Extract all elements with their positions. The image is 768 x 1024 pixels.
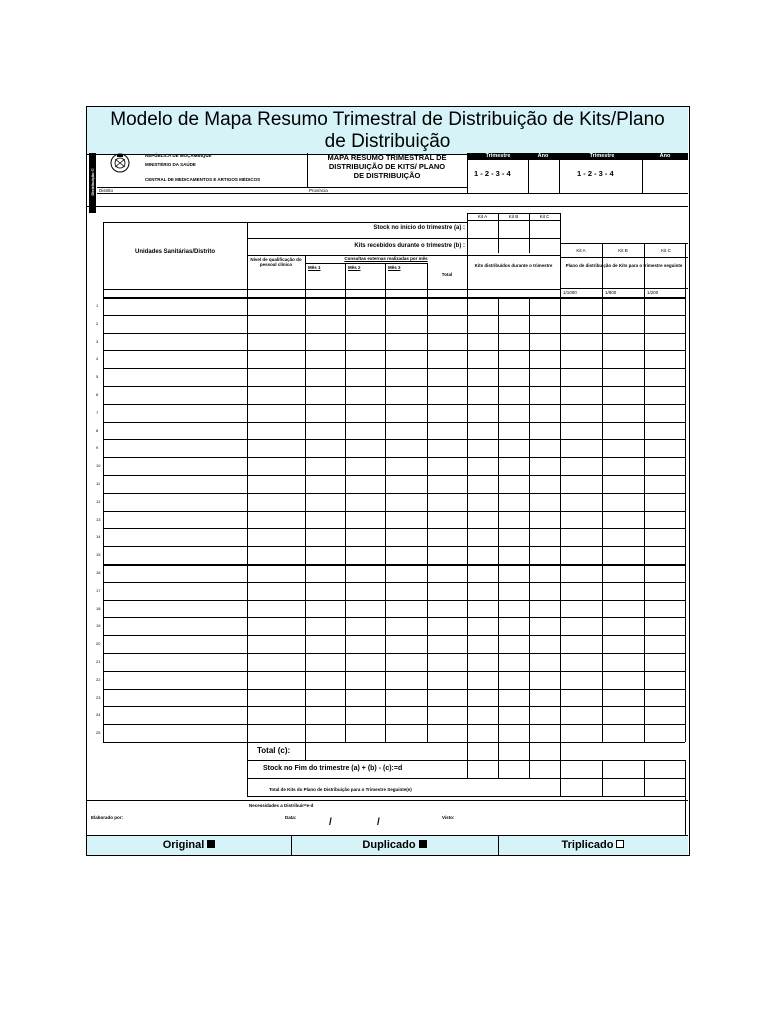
duplicado-label: Duplicado bbox=[362, 839, 416, 851]
grid-line bbox=[498, 760, 499, 778]
mes-1: Mês 1 bbox=[308, 265, 321, 270]
grid-line bbox=[685, 243, 686, 297]
table-row-line bbox=[103, 582, 685, 583]
grid-line bbox=[467, 760, 468, 778]
kit-right-b: Kit B bbox=[618, 248, 628, 253]
table-row-line bbox=[103, 724, 685, 725]
distrito-label: Distrito bbox=[99, 188, 114, 193]
table-row-line bbox=[103, 368, 685, 369]
row-number: 22 bbox=[96, 676, 101, 682]
grid-line bbox=[305, 742, 306, 760]
table-row-line bbox=[103, 475, 685, 476]
table-row-line bbox=[103, 653, 685, 654]
grid-line bbox=[247, 760, 685, 761]
row-number: 16 bbox=[96, 570, 101, 575]
table-col-line bbox=[427, 297, 428, 742]
grid-line bbox=[529, 742, 530, 760]
grid-line bbox=[529, 760, 530, 778]
plano-distribuicao-header: Plano de distribuição de Kits para o trimestre seguinte bbox=[565, 263, 683, 268]
table-col-line bbox=[685, 297, 686, 742]
emblem-icon bbox=[109, 151, 131, 175]
grid-line bbox=[602, 243, 603, 297]
table-col-line bbox=[467, 297, 468, 742]
row-number: 18 bbox=[96, 605, 101, 611]
org-line3: CENTRAL DE MEDICAMENTOS E ARTIGOS MÉDICOS bbox=[145, 177, 261, 182]
date-slash-2: / bbox=[377, 817, 380, 828]
table-col-line bbox=[529, 297, 530, 742]
table-row-line bbox=[103, 350, 685, 351]
row-number: 9 bbox=[96, 445, 99, 451]
per-1: 1/1000 bbox=[563, 290, 577, 295]
table-col-line bbox=[103, 297, 104, 742]
date-slash-1: / bbox=[329, 817, 332, 828]
row-number: 23 bbox=[96, 694, 101, 700]
grid-line bbox=[644, 760, 645, 796]
table-row-line bbox=[103, 511, 685, 512]
org-line2: MINISTÉRIO DA SAÚDE bbox=[145, 162, 196, 167]
table-col-line bbox=[305, 297, 306, 742]
table-row-line bbox=[103, 315, 685, 316]
row-number: 1 bbox=[96, 303, 99, 308]
visto-label: Visto: bbox=[442, 815, 455, 820]
table-col-line bbox=[345, 297, 346, 742]
table-row-line bbox=[103, 706, 685, 707]
original-cell[interactable] bbox=[87, 836, 292, 855]
table-col-line bbox=[560, 297, 561, 742]
map-title: MAPA RESUMO TRIMESTRAL DE DISTRIBUIÇÃO DE KITS/ PLANO DE DISTRIBUIÇÃO bbox=[327, 153, 447, 180]
table-row-line bbox=[103, 493, 685, 494]
org-line1: REPÚBLICA DE MOÇAMBIQUE bbox=[145, 153, 212, 158]
table-row-line bbox=[103, 671, 685, 672]
table-row-line bbox=[103, 689, 685, 690]
grid-line bbox=[305, 255, 306, 297]
table-row-line bbox=[103, 297, 685, 299]
elaborado-label: Elaborado por: bbox=[91, 815, 124, 820]
original-label: Original bbox=[162, 839, 205, 851]
table-col-line bbox=[602, 297, 603, 742]
total-col-header: Total bbox=[441, 272, 453, 277]
provincia-label: Província bbox=[309, 188, 328, 193]
kit-right-a: Kit A bbox=[576, 248, 586, 253]
mes-2: Mês 2 bbox=[348, 265, 361, 270]
kit-top-a: Kit A bbox=[477, 214, 488, 219]
grid-line bbox=[498, 213, 499, 253]
table-row-line bbox=[103, 546, 685, 547]
grid-line bbox=[498, 742, 499, 760]
form-title bbox=[87, 107, 688, 155]
row-number: 12 bbox=[96, 498, 101, 504]
grid-line bbox=[103, 289, 560, 290]
duplicado-cell[interactable] bbox=[291, 836, 499, 855]
grid-line bbox=[644, 243, 645, 297]
grid-line bbox=[467, 742, 468, 760]
table-row-line bbox=[103, 422, 685, 423]
data-label: Data: bbox=[285, 815, 297, 820]
triplicado-label: Triplicado bbox=[561, 839, 614, 851]
grid-line bbox=[87, 800, 688, 801]
grid-line bbox=[247, 778, 685, 779]
table-row-line bbox=[103, 333, 685, 334]
table-row-line bbox=[103, 600, 685, 601]
kits-recebidos-label: Kits recebidos durante o trimestre (b) : bbox=[354, 243, 465, 249]
trimestre-options-1[interactable]: 1 - 2 - 3 - 4 bbox=[474, 169, 511, 178]
grid-line bbox=[345, 263, 346, 297]
grid-line bbox=[247, 222, 248, 297]
original-checkbox[interactable] bbox=[207, 840, 215, 848]
table-col-line bbox=[247, 297, 248, 742]
row-number: 25 bbox=[96, 730, 101, 736]
grid-line bbox=[427, 263, 428, 297]
row-number: 4 bbox=[96, 356, 99, 362]
grid-line bbox=[560, 213, 561, 297]
nivel-qualificacao: Nível de qualificação do pessoal clínico bbox=[250, 257, 302, 267]
duplicado-checkbox[interactable] bbox=[419, 840, 427, 848]
table-row-line bbox=[103, 457, 685, 458]
grid-line bbox=[103, 222, 104, 297]
table-col-line bbox=[385, 297, 386, 742]
table-row-line bbox=[103, 564, 685, 566]
row-number: 21 bbox=[96, 659, 101, 664]
triplicado-checkbox[interactable] bbox=[616, 840, 624, 848]
row-number: 24 bbox=[96, 712, 101, 718]
grid-line bbox=[560, 760, 561, 796]
kits-distribuidos-header: Kits distribuídos durante o trimestre bbox=[474, 263, 553, 268]
row-number: 17 bbox=[96, 587, 101, 593]
stock-fim-label: Stock no Fim do trimestre (a) + (b) - (c):=d bbox=[263, 765, 403, 772]
table-row-line bbox=[103, 635, 685, 636]
row-number: 3 bbox=[96, 338, 99, 344]
grid-line bbox=[247, 796, 685, 797]
row-number: 5 bbox=[96, 374, 99, 380]
side-label: Distribuição © bbox=[89, 153, 96, 213]
per-2: 1/800 bbox=[605, 290, 617, 295]
row-number: 20 bbox=[96, 641, 101, 647]
table-row-line bbox=[103, 617, 685, 618]
row-number: 11 bbox=[96, 481, 101, 486]
grid-line bbox=[305, 263, 427, 264]
consultas-header: Consultas externas realizadas por mês bbox=[344, 256, 428, 261]
trimestre-label-1: Trimestre bbox=[485, 153, 511, 159]
grid-line bbox=[467, 213, 468, 297]
table-col-line bbox=[644, 297, 645, 742]
grid-line bbox=[685, 760, 686, 835]
row-number: 19 bbox=[96, 623, 101, 629]
row-number: 2 bbox=[96, 320, 99, 326]
grid-line bbox=[247, 742, 248, 796]
grid-line bbox=[385, 263, 386, 297]
row-number: 6 bbox=[96, 392, 99, 397]
total-kits-plano-label: Total de Kits do Plano de Distribuição para o Trimestre Seguinte(e) bbox=[269, 787, 412, 792]
necessidades-label: Necessidades a Distribuir=e-d bbox=[249, 803, 314, 808]
stock-inicio-label: Stock no início do trimestre (a) : bbox=[373, 225, 465, 231]
table-col-line bbox=[498, 297, 499, 742]
mes-3: Mês 3 bbox=[388, 265, 401, 270]
kit-right-c: Kit C bbox=[661, 248, 671, 253]
table-row-line bbox=[103, 386, 685, 387]
row-number: 7 bbox=[96, 409, 99, 415]
form-title-line1: Modelo de Mapa Resumo Trimestral de Distribuição de Kits/Plano bbox=[110, 109, 665, 130]
kit-top-c: Kit C bbox=[539, 214, 550, 219]
ano-label-1: Ano bbox=[537, 153, 549, 159]
trimestre-options-2[interactable]: 1 - 2 - 3 - 4 bbox=[577, 169, 614, 178]
trimestre-label-2: Trimestre bbox=[589, 153, 615, 159]
row-number: 13 bbox=[96, 516, 101, 522]
per-3: 1/200 bbox=[647, 290, 659, 295]
unidades-header: Unidades Sanitárias/Distrito bbox=[134, 249, 216, 255]
ano-label-2: Ano bbox=[659, 153, 671, 159]
triplicado-cell[interactable] bbox=[498, 836, 688, 855]
row-number: 14 bbox=[96, 534, 101, 540]
kit-top-b: Kit B bbox=[508, 214, 519, 219]
row-number: 8 bbox=[96, 427, 99, 433]
table-row-line bbox=[103, 528, 685, 529]
grid-line bbox=[602, 760, 603, 796]
form-title-line2: de Distribuição bbox=[324, 131, 451, 152]
copies-footer bbox=[87, 835, 688, 855]
table-row-line bbox=[103, 404, 685, 405]
grid-line bbox=[247, 742, 560, 743]
grid-line bbox=[560, 742, 561, 760]
form-frame bbox=[86, 106, 690, 856]
row-number: 10 bbox=[96, 463, 101, 469]
total-c-label: Total (c): bbox=[257, 746, 291, 755]
table-row-line bbox=[103, 439, 685, 440]
row-number: 15 bbox=[96, 552, 101, 558]
grid-line bbox=[529, 213, 530, 253]
